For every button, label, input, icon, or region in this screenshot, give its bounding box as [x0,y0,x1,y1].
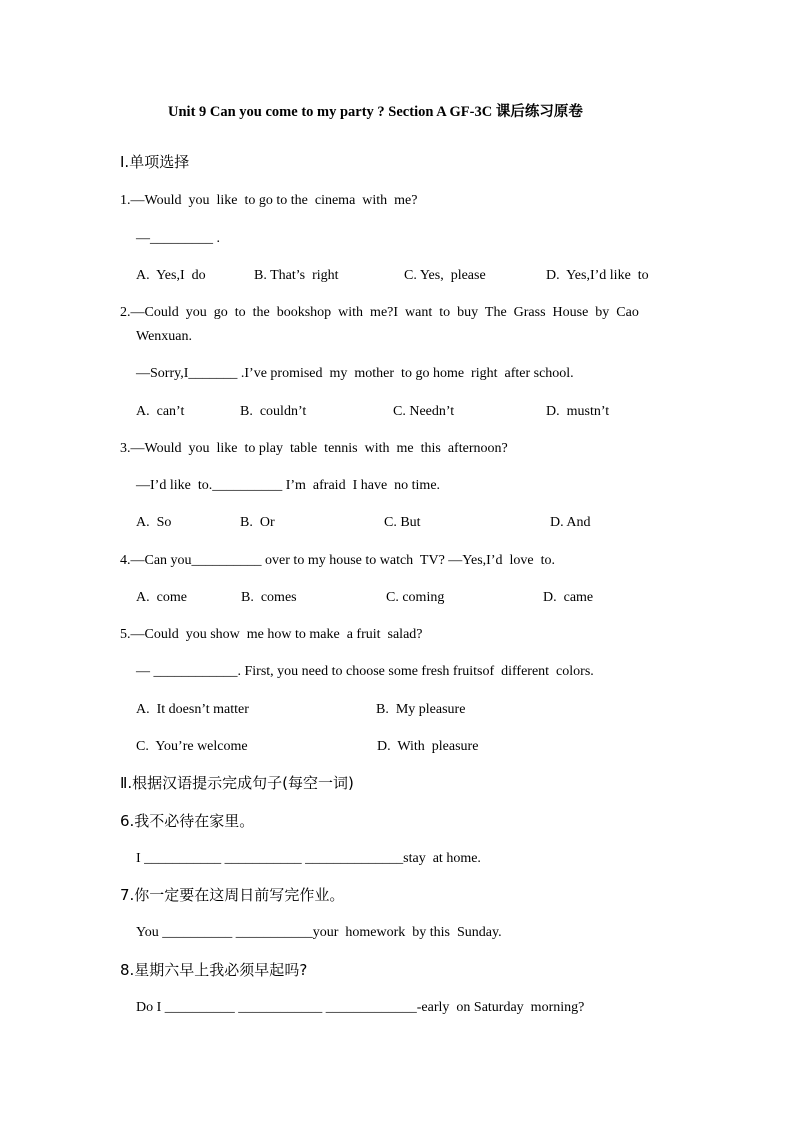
q2-answer-line: —Sorry,I_______ .I’ve promised my mother to go home right after school. [136,366,574,381]
q2-question-line1: 2.—Could you go to the bookshop with me?I want to buy The Grass House by Cao [120,305,639,320]
q5-question: 5.—Could you show me how to make a fruit salad? [120,627,423,642]
q3-option-a: A. So [136,515,172,530]
q3-option-c: C. But [384,515,421,530]
q5-option-a: A. It doesn’t matter [136,702,249,717]
section-heading-2: Ⅱ.根据汉语提示完成句子(每空一词) [120,774,354,792]
q5-answer-line: — ____________. First, you need to choose some fresh fruitsof different colors. [136,664,594,679]
q4-option-d: D. came [543,590,594,605]
q1-answer-line: —_________ . [136,231,220,246]
q1-option-a: A. Yes,I do [136,268,206,283]
q2-option-c: C. Needn’t [393,404,455,419]
q3-option-d: D. And [550,515,591,530]
q1-option-d: D. Yes,I’d like to [546,268,649,283]
q7-sentence: You __________ ___________your homework by this Sunday. [136,925,502,940]
q6-sentence: I ___________ ___________ ______________stay at home. [136,851,481,866]
q3-option-b: B. Or [240,515,275,530]
q4-question: 4.—Can you__________ over to my house to watch TV? —Yes,I’d love to. [120,553,555,568]
q5-option-d: D. With pleasure [377,739,479,754]
q2-question-line2: Wenxuan. [136,329,193,344]
q3-answer-line: —I’d like to.__________ I’m afraid I have no time. [136,478,441,493]
q5-option-c: C. You’re welcome [136,739,248,754]
q2-option-d: D. mustn’t [546,404,610,419]
page-title: Unit 9 Can you come to my party ? Section A GF-3C 课后练习原卷 [168,104,583,120]
q3-question: 3.—Would you like to play table tennis with me this afternoon? [120,441,508,456]
q2-option-b: B. couldn’t [240,404,307,419]
section-heading-1: Ⅰ.单项选择 [120,153,190,171]
q5-option-b: B. My pleasure [376,702,466,717]
q6-prompt: 6.我不必待在家里。 [120,812,255,830]
q8-sentence: Do I __________ ____________ _____________-early on Saturday morning? [136,1000,585,1015]
q1-question: 1.—Would you like to go to the cinema with me? [120,193,418,208]
q8-prompt: 8.星期六早上我必须早起吗? [120,961,308,979]
q2-option-a: A. can’t [136,404,185,419]
q1-option-c: C. Yes, please [404,268,486,283]
q4-option-c: C. coming [386,590,445,605]
q1-option-b: B. That’s right [254,268,339,283]
q4-option-a: A. come [136,590,187,605]
q7-prompt: 7.你一定要在这周日前写完作业。 [120,886,345,904]
q4-option-b: B. comes [241,590,297,605]
